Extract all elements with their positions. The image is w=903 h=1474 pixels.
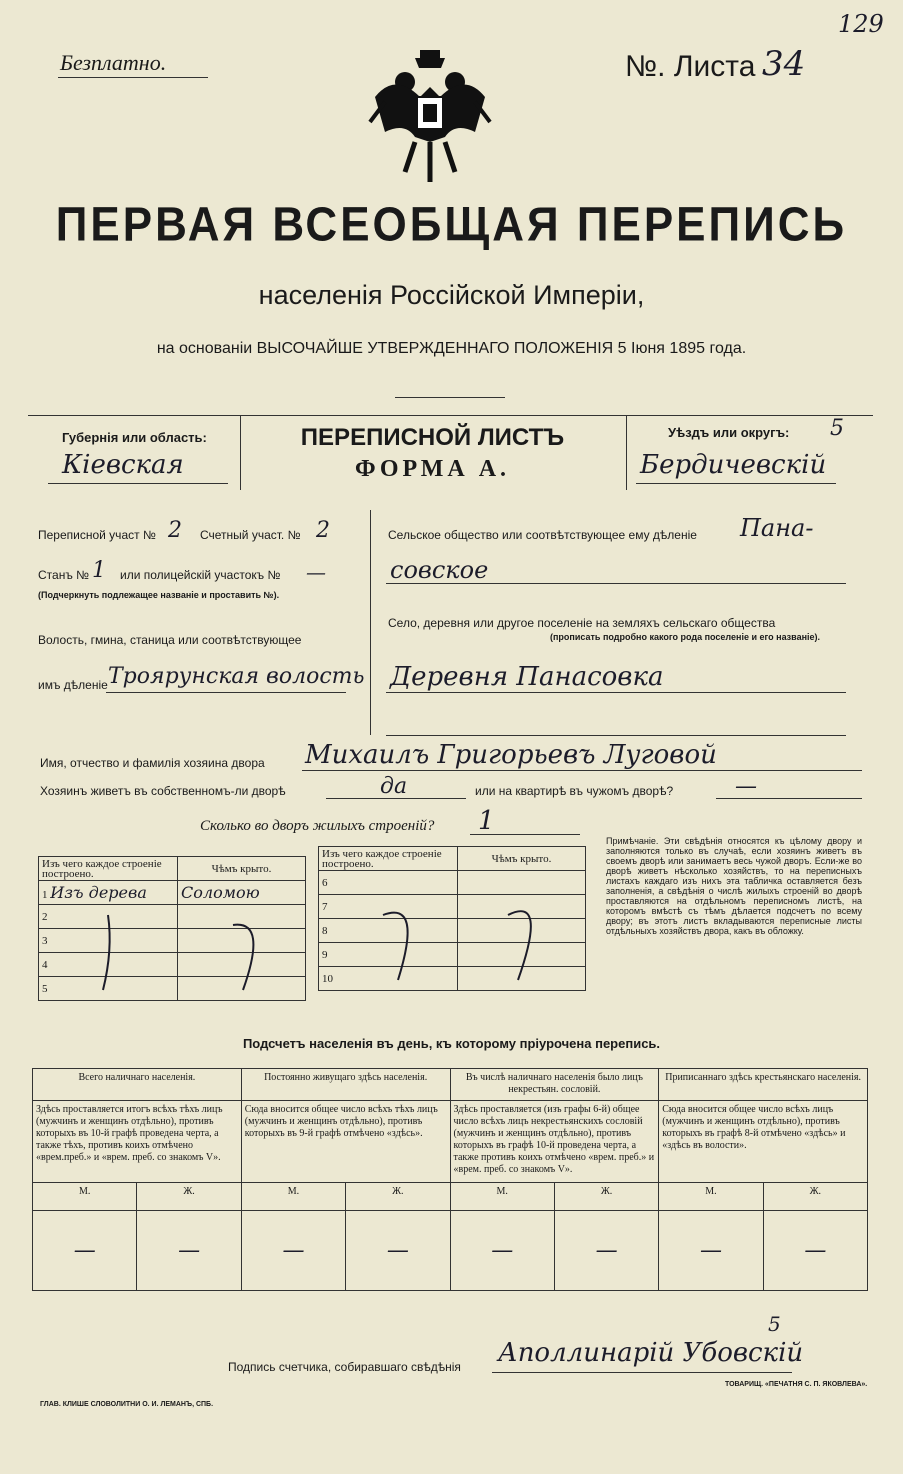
pop-value: — — [763, 1211, 867, 1291]
census-section-label: Переписной участ № — [38, 528, 156, 542]
table-row: 9 — [319, 943, 458, 967]
pop-col-desc: Сюда вносится общее число всѣхъ тѣхъ лицъ (мужчинъ и женщинъ отдѣльно), противъ которыхъ въ 9-й графѣ отмѣчено «здѣсь». — [241, 1101, 450, 1183]
empty-marks — [38, 880, 598, 1000]
table-row: 8 — [319, 919, 458, 943]
apartment-label: или на квартирѣ въ чужомъ дворѣ? — [475, 784, 674, 798]
archive-number: 129 — [838, 10, 884, 38]
stan-value: 1 — [92, 558, 106, 583]
province-value: Кіевская — [62, 450, 184, 480]
table-row: 7 — [319, 895, 458, 919]
pop-value: — — [659, 1211, 763, 1291]
table-row: 6 — [319, 871, 458, 895]
count-section-value: 2 — [316, 518, 330, 543]
pop-value: — — [241, 1211, 345, 1291]
female-header: Ж. — [137, 1183, 241, 1211]
underline-note: (Подчеркнуть подлежащее названіе и проставить №). — [38, 590, 280, 600]
volost-value: Троярунская волость — [108, 664, 365, 689]
volost-label: Волость, гмина, станица или соотвѣтствующее — [38, 633, 302, 647]
female-header: Ж. — [554, 1183, 658, 1211]
district-value: Бердичевскій — [640, 450, 827, 480]
village-label: Село, деревня или другое поселеніе на земляхъ сельскаго общества — [388, 616, 776, 630]
double-headed-eagle-icon — [365, 42, 495, 192]
society-value-1: Пана- — [740, 514, 814, 542]
table-row: 1 Изъ дерева — [39, 881, 178, 905]
signature-mark: 5 — [768, 1312, 781, 1336]
pop-col-head: Приписаннаго здѣсь крестьянскаго населенія. — [659, 1069, 868, 1101]
male-header: М. — [659, 1183, 763, 1211]
footer-right: ТОВАРИЩ. «ПЕЧАТНЯ С. П. ЯКОВЛЕВА». — [725, 1381, 868, 1388]
pop-col-head: Постоянно живущаго здѣсь населенія. — [241, 1069, 450, 1101]
table-row: 3 — [39, 929, 178, 953]
col-material-header: Изъ чего каждое строеніе построено. — [319, 847, 458, 871]
owner-name-value: Михаилъ Григорьевъ Луговой — [305, 740, 717, 770]
pop-value: — — [137, 1211, 241, 1291]
apartment-value: — — [735, 774, 757, 799]
census-section-value: 2 — [168, 518, 182, 543]
basis-line: на основаніи ВЫСОЧАЙШЕ УТВЕРЖДЕННАГО ПОЛОЖЕНІЯ 5 Іюня 1895 года. — [156, 340, 747, 357]
free-label: Безплатно. — [60, 50, 167, 75]
male-header: М. — [450, 1183, 554, 1211]
table-row: 2 — [39, 905, 178, 929]
male-header: М. — [241, 1183, 345, 1211]
pop-col-desc: Сюда вносится общее число всѣхъ лицъ (мужчинъ и женщинъ отдѣльно), противъ которыхъ въ графѣ 8-й отмѣчено «здѣсь» и «здѣсь въ волости». — [659, 1101, 868, 1183]
pop-value: — — [346, 1211, 450, 1291]
pop-value: — — [554, 1211, 658, 1291]
society-value-2: совское — [390, 556, 489, 584]
col-material-header: Изъ чего каждое строеніе построено. — [39, 857, 178, 881]
village-note: (прописать подробно какого рода поселеніе и его названіе). — [550, 632, 821, 642]
buildings-value: 1 — [478, 806, 495, 836]
table-row: Соломою — [178, 881, 306, 905]
pop-col-desc: Здѣсь проставляется (изъ графы 6-й) общее число всѣхъ лицъ некрестьянскихъ сословій (мужчинъ и женщинъ отдѣльно), противъ которыхъ въ графѣ 10-й проведена черта, а также противъ коихъ отмѣчено «врем. преб.» и «врем. преб. со знакомъ V». — [450, 1101, 659, 1183]
table-row: 10 — [319, 967, 458, 991]
col-roof-header: Чѣмъ крыто. — [178, 857, 306, 881]
owner-lives-label: Хозяинъ живетъ въ собственномъ-ли дворѣ — [40, 784, 286, 798]
table-row: 5 — [39, 977, 178, 1001]
district-mark: 5 — [830, 416, 844, 441]
buildings-label: Сколько во дворъ жилыхъ строеній? — [200, 818, 435, 834]
population-table — [32, 1068, 868, 1291]
police-label: или полицейскій участокъ № — [120, 568, 281, 582]
province-label: Губернія или область: — [62, 430, 207, 445]
count-section-label: Счетный участ. № — [200, 528, 301, 542]
table-row: 4 — [39, 953, 178, 977]
sheet-label: №. Листа — [625, 50, 756, 83]
footer-left: ГЛАВ. КЛИШЕ СЛОВОЛИТНИ О. И. ЛЕМАНЪ, СПБ. — [40, 1401, 214, 1408]
main-title: ПЕРВАЯ ВСЕОБЩАЯ ПЕРЕПИСЬ — [55, 197, 848, 252]
population-title: Подсчетъ населенія въ день, къ которому пріурочена перепись. — [242, 1036, 661, 1051]
form-type: ФОРМА А. — [354, 456, 511, 482]
signature-value: Аполлинарій Убовскій — [498, 1338, 804, 1368]
pop-col-head: Всего наличнаго населенія. — [33, 1069, 242, 1101]
pop-value: — — [450, 1211, 554, 1291]
fields-divider — [370, 510, 371, 735]
col-roof-header: Чѣмъ крыто. — [458, 847, 586, 871]
male-header: М. — [33, 1183, 137, 1211]
society-label: Сельское общество или соотвѣтствующее ему дѣленіе — [388, 528, 697, 542]
pop-col-head: Въ числѣ наличнаго населенія было лицъ некрестьян. сословій. — [450, 1069, 659, 1101]
form-name: ПЕРЕПИСНОЙ ЛИСТЪ — [300, 424, 565, 451]
subtitle: населенія Россійской Имперіи, — [258, 280, 645, 310]
village-value: Деревня Панасовка — [390, 662, 664, 692]
police-value: — — [306, 560, 326, 584]
signature-label: Подпись счетчика, собиравшаго свѣдѣнія — [228, 1360, 461, 1374]
owner-lives-value: да — [380, 774, 408, 799]
pop-col-desc: Здѣсь проставляется итогъ всѣхъ тѣхъ лицъ (мужчинъ и женщинъ отдѣльно), противъ которыхъ въ 10-й графѣ проведена черта, а также тѣхъ, противъ коихъ отмѣчено «врем.преб.» и «врем. преб. со знакомъ V». — [33, 1101, 242, 1183]
note-text: Примѣчаніе. Эти свѣдѣнія относятся къ цѣлому двору и заполняются только въ случаѣ, если хозяинъ живетъ въ своемъ дворѣ или занимаетъ весь чужой дворъ. Если-же во дворѣ живетъ нѣсколько хозяйствъ, то на переписныхъ листахъ каждаго изъ нихъ эта табличка оставляется безъ заполненія, а свѣдѣнія о числѣ жилыхъ строеній во дворѣ проставляются на отдѣльномъ переписномъ листѣ, на которомъ вмѣстѣ съ тѣмъ дѣлается подсчетъ по всему двору; въ этотъ листъ вкладываются переписные листы отдѣльныхъ хозяйствъ двора, какъ въ обложку. — [606, 836, 862, 936]
district-label: Уѣздъ или округъ: — [668, 425, 790, 440]
stan-label: Станъ № — [38, 568, 90, 582]
ornament-divider — [395, 397, 505, 398]
female-header: Ж. — [346, 1183, 450, 1211]
pop-value: — — [33, 1211, 137, 1291]
volost-label-2: имъ дѣленіе — [38, 678, 108, 692]
owner-name-label: Имя, отчество и фамилія хозяина двора — [40, 756, 265, 770]
sheet-number: 34 — [762, 44, 806, 84]
female-header: Ж. — [763, 1183, 867, 1211]
